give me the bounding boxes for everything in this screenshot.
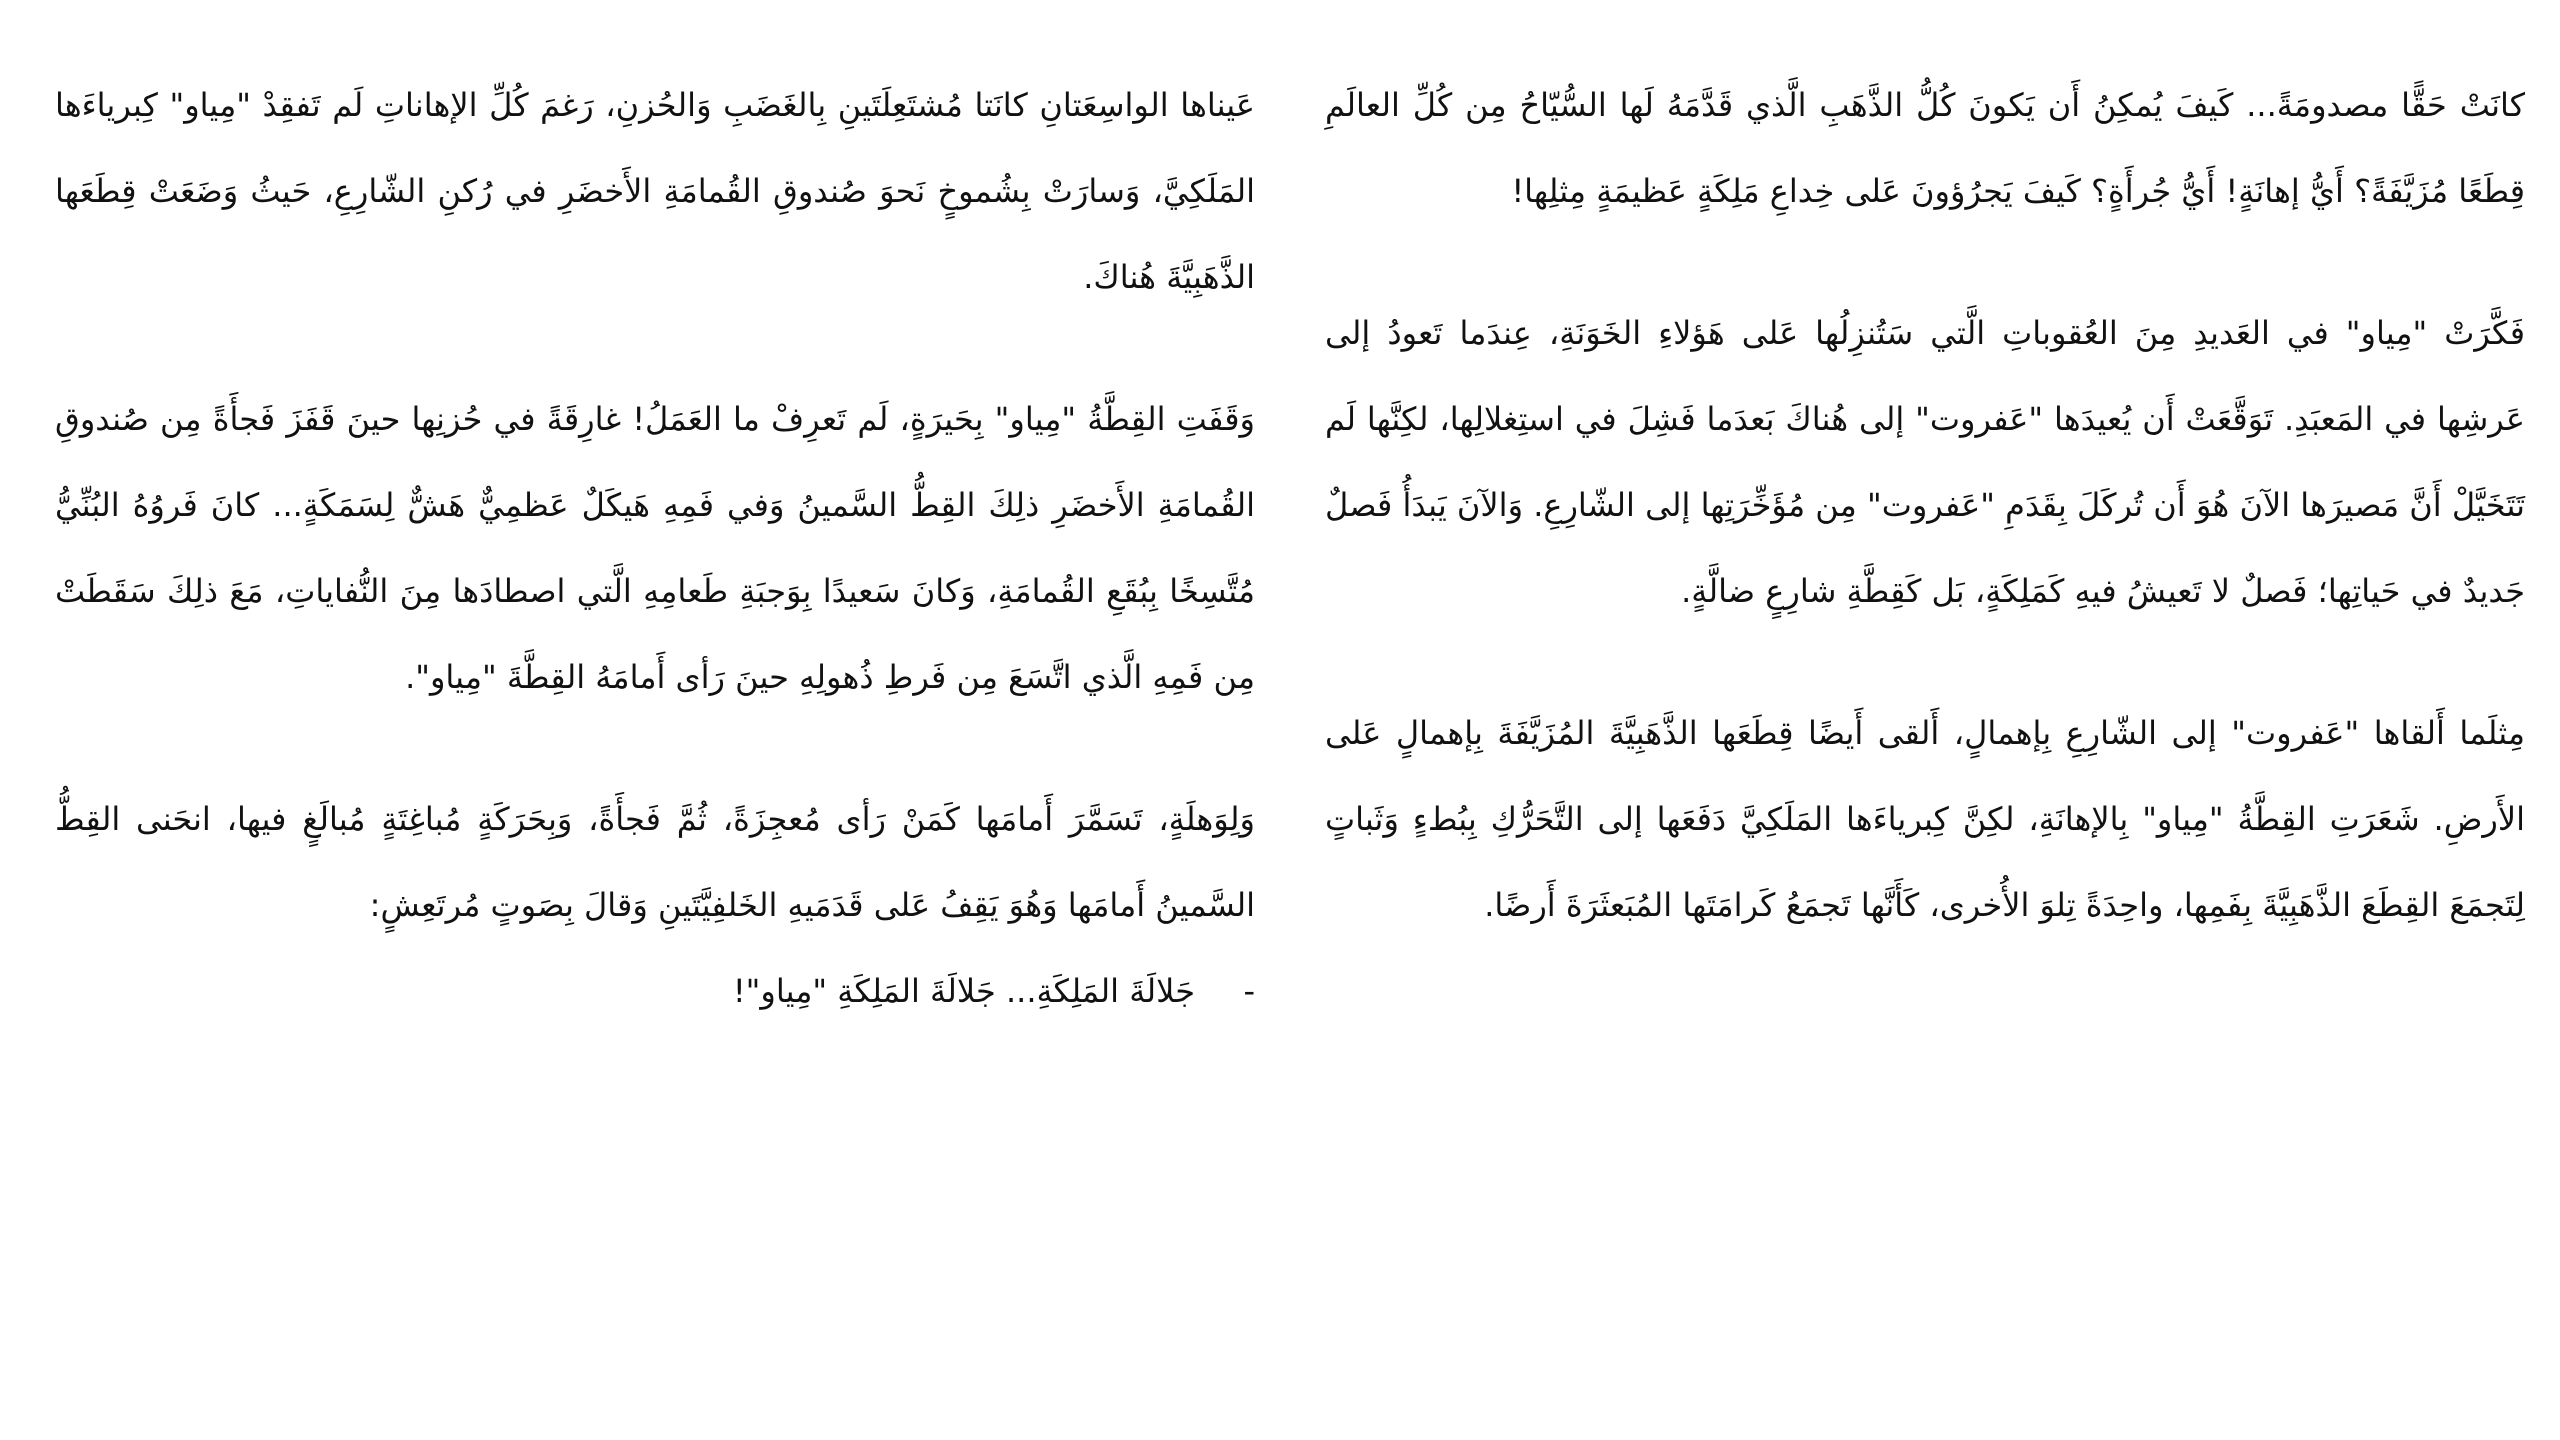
right-column bbox=[1325, 62, 2525, 1004]
paragraph: فَكَّرَتْ "مِياو" في العَديدِ مِنَ العُقوباتِ الَّتي سَتُنزِلُها عَلى هَؤلاءِ الخَوَنَةِ، عِندَما تَعودُ إلى عَرشِها في المَعبَدِ. تَوَقَّعَتْ أَن يُعيدَها "عَفروت" إلى هُناكَ بَعدَما فَشِلَ في استِغلالِها، لكِنَّها لَم تَتَخَيَّلْ أَنَّ مَصيرَها الآنَ هُوَ أَن تُركَلَ بِقَدَمِ "عَفروت" مِن مُؤَخِّرَتِها إلى الشّارِعِ. وَالآنَ يَبدَأُ فَصلٌ جَديدٌ في حَياتِها؛ فَصلٌ لا تَعيشُ فيهِ كَمَلِكَةٍ، بَل كَقِطَّةِ شارِعٍ ضالَّةٍ. bbox=[1325, 314, 2525, 610]
left-column bbox=[55, 62, 1255, 1034]
paragraph: عَيناها الواسِعَتانِ كانَتا مُشتَعِلَتَينِ بِالغَضَبِ وَالحُزنِ، رَغمَ كُلِّ الإهاناتِ لَم تَفقِدْ "مِياو" كِبرياءَها المَلَكِيَّ، وَسارَتْ بِشُموخٍ نَحوَ صُندوقِ القُمامَةِ الأَخضَرِ في رُكنِ الشّارِعِ، حَيثُ وَضَعَتْ قِطَعَها الذَّهَبِيَّةَ هُناكَ. bbox=[55, 86, 1255, 296]
paragraph: مِثلَما أَلقاها "عَفروت" إلى الشّارِعِ بِإهمالٍ، أَلقى أَيضًا قِطَعَها الذَّهَبِيَّةَ المُزَيَّفَةَ بِإهمالٍ عَلى الأَرضِ. شَعَرَتِ القِطَّةُ "مِياو" بِالإهانَةِ، لكِنَّ كِبرياءَها المَلَكِيَّ دَفَعَها إلى التَّحَرُّكِ بِبُطءٍ وَثَباتٍ لِتَجمَعَ القِطَعَ الذَّهَبِيَّةَ بِفَمِها، واحِدَةً تِلوَ الأُخرى، كَأَنَّها تَجمَعُ كَرامَتَها المُبَعثَرَةَ أَرضًا. bbox=[1325, 714, 2525, 924]
paragraph: كانَتْ حَقًّا مصدومَةً... كَيفَ يُمكِنُ أَن يَكونَ كُلُّ الذَّهَبِ الَّذي قَدَّمَهُ لَها السُّيّاحُ مِن كُلِّ العالَمِ قِطَعًا مُزَيَّفَةً؟ أَيُّ إهانَةٍ! أَيُّ جُرأَةٍ؟ كَيفَ يَجرُؤونَ عَلى خِداعِ مَلِكَةٍ عَظيمَةٍ مِثلِها! bbox=[1325, 86, 2525, 210]
paragraph: وَقَفَتِ القِطَّةُ "مِياو" بِحَيرَةٍ، لَم تَعرِفْ ما العَمَلُ! غارِقَةً في حُزنِها حينَ قَفَزَ فَجأَةً مِن صُندوقِ القُمامَةِ الأَخضَرِ ذلِكَ القِطُّ السَّمينُ وَفي فَمِهِ هَيكَلٌ عَظمِيٌّ هَشٌّ لِسَمَكَةٍ... كانَ فَروُهُ البُنِّيُّ مُتَّسِخًا بِبُقَعِ القُمامَةِ، وَكانَ سَعيدًا بِوَجبَةِ طَعامِهِ الَّتي اصطادَها مِنَ النُّفاياتِ، مَعَ ذلِكَ سَقَطَتْ مِن فَمِهِ الَّذي اتَّسَعَ مِن فَرطِ ذُهولِهِ حينَ رَأى أَمامَهُ القِطَّةَ "مِياو". bbox=[55, 400, 1255, 696]
dialogue-text: جَلالَةَ المَلِكَةِ... جَلالَةَ المَلِكَةِ "مِياو"! bbox=[732, 972, 1195, 1010]
paragraph: وَلِوَهلَةٍ، تَسَمَّرَ أَمامَها كَمَنْ رَأى مُعجِزَةً، ثُمَّ فَجأَةً، وَبِحَرَكَةٍ مُباغِتَةٍ مُبالَغٍ فيها، انحَنى القِطُّ السَّمينُ أَمامَها وَهُوَ يَقِفُ عَلى قَدَمَيهِ الخَلفِيَّتَينِ وَقالَ بِصَوتٍ مُرتَعِشٍ: bbox=[55, 800, 1255, 924]
dialogue-line bbox=[55, 948, 1255, 1034]
dialogue-dash: - bbox=[1243, 972, 1255, 1010]
